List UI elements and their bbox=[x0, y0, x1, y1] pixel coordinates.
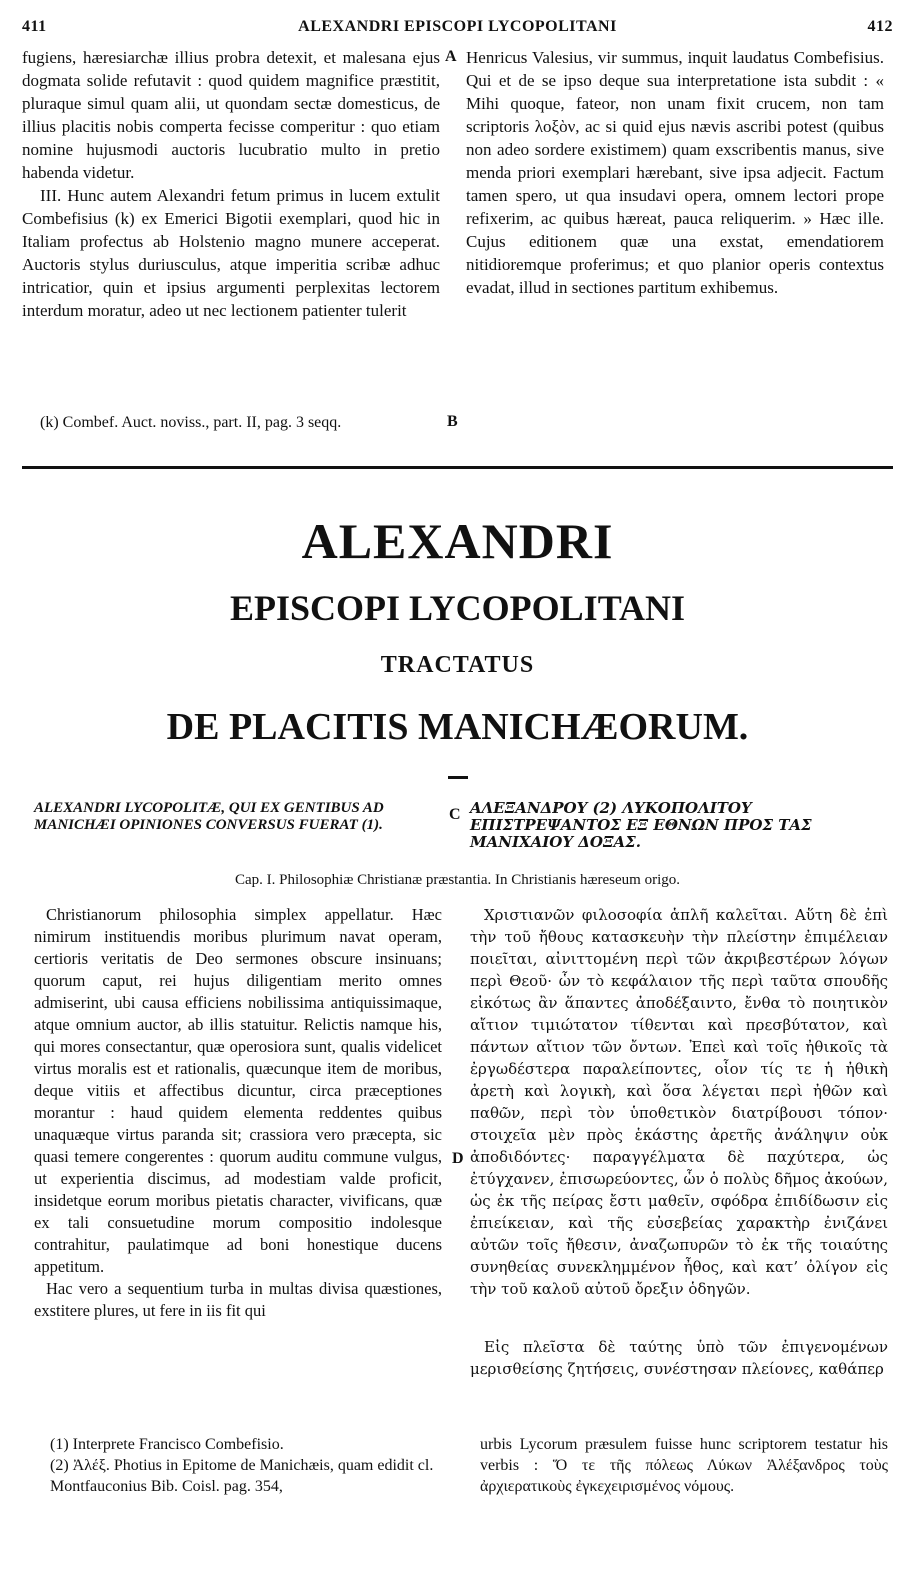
margin-marker-b: B bbox=[447, 413, 458, 430]
top-left-paragraph: fugiens, hæresiarchæ illius probra detexit, et malesana ejus dogmata solide refutavit : quod quidem magnifice præstitit, pluraque simul quam alii, ut quondam sectæ domesticus, de illius placitis nobis comperta fecisse comperitur : quo etiam nomine hujusmodi auctoris lucubratio multo in pretio habenda videtur. bbox=[22, 48, 440, 182]
right-footnote: urbis Lycorum præsulem fuisse hunc scriptorem testatur his verbis : Ὅ τε τῆς πόλεως Λύκων Ἀλέξανδρος τοὺς ἀρχιερατικοὺς ἐγκεχειρισμένος νόμους. bbox=[480, 1436, 888, 1495]
left-footnotes bbox=[50, 1434, 445, 1497]
page-number-right: 412 bbox=[867, 18, 893, 35]
greek-body-paragraph: Χριστιανῶν φιλοσοφία ἁπλῆ καλεῖται. Αὕτη δὲ ἐπὶ τὴν τοῦ ἤθους κατασκευὴν τὴν πλείστην ἐπιμέλειαν ποιεῖται, αἰνιττομένη περὶ τῶν ἀκριβεστέρων λόγων περὶ Θεοῦ· ὧν τὸ κεφάλαιον τῆς περὶ ταῦτα σπουδῆς εἰκότως ἂν ἅπαντες ἀποδέξαιντο, ἔνθα τὸ ποιητικὸν αἴτιον τιμιώτατον τίθενται καὶ πρεσβύτατον, καὶ πάντων αἴτιον τῶν ὄντων. Ἐπεὶ καὶ τοῖς ἠθικοῖς τὰ ἐργωδέστερα παραλείποντες, οἷον τίς τε ἡ ἠθικὴ ἀρετὴ καὶ λογικὴ, καὶ ὅσα λέγεται περὶ ἠθῶν καὶ παθῶν, περὶ τὸν ὑποθετικὸν διατρίβουσι τόπον· στοιχεῖα μὲν πρὸς ἑκάστης ἀρετῆς ἀνάληψιν οὐκ ἀποδιδόντες· παραγγέλματα δὲ παχύτερα, ὡς ἐτύγχανεν, ἐπισωρεύοντες, ὧν ὁ πολὺς δῆμος ἀκούων, ὡς ἐκ τῆς πείρας ἔστι μαθεῖν, σφόδρα ἐπιδίδωσιν εἰς ἐπιείκειαν, καὶ τῆς εὐσεβείας χαρακτὴρ ἐνιζάνει αὐτῶν τοῖς ἤθεσιν, ἀναζωπυρῶν τὸ ἐκ τῆς τοιαύτης συνηθείας συνεκλημμένον ἦθος, καὶ κατ’ ὀλίγον εἰς τὴν τοῦ καλοῦ αὐτοῦ ὄρεξιν ὁδηγῶν. bbox=[470, 906, 888, 1298]
margin-marker-c: C bbox=[449, 806, 461, 823]
title-de-placitis: DE PLACITIS MANICHÆORUM. bbox=[166, 706, 749, 748]
running-title: ALEXANDRI EPISCOPI LYCOPOLITANI bbox=[298, 18, 617, 35]
title-episcopi: EPISCOPI LYCOPOLITANI bbox=[229, 588, 686, 628]
title-dash bbox=[448, 776, 468, 779]
top-right-paragraph: Henricus Valesius, vir summus, inquit laudatus Combefisius. Qui et de se ipso deque sua interpretatione ista subdit : « Mihi quoque, fateor, non unam fixit crucem, non tam scriptoris λοξὸν, ac si quid ejus nævis ascribi potest (quibus non adeo sordere existimem) quam exscribentis manus, sive menda priori exemplari hærebant, sive ipsa adjecit. Factum tamen spero, ut qua insudavi opera, omnem lectori prope refixerim, ac quibus hæreat, pauca reliquerim. » Hæc ille. Cujus editionem quæ una exstat, emendatiorem nitidioremque proferimus; et quo planior operis contextus evadat, illud in sectiones partitum exhibemus. bbox=[466, 48, 884, 297]
margin-marker-d: D bbox=[452, 1150, 464, 1167]
greek-body-column bbox=[470, 904, 888, 1380]
latin-subtitle: ALEXANDRI LYCOPOLITÆ, QUI EX GENTIBUS AD MANICHÆI OPINIONES CONVERSUS FUERAT (1). bbox=[34, 800, 384, 833]
footnote-1: (1) Interprete Francisco Combefisio. bbox=[50, 1436, 284, 1453]
top-footnote: (k) Combef. Auct. noviss., part. II, pag. 3 seqq. bbox=[40, 414, 342, 431]
page-number-left: 411 bbox=[22, 18, 47, 35]
title-tractatus: TRACTATUS bbox=[380, 652, 535, 678]
top-left-paragraph: III. Hunc autem Alexandri fetum primus in lucem extulit Combefisius (k) ex Emerici Bigotii exemplari, quod hic in Italiam profectus ab Holstenio magno munere acceperat. Auctoris stylus duriusculus, atque imperitia scribæ adhuc intricatior, quin et ipsius argumenti perplexitas lectorem interdum moratur, adeo ut nec lectionem patienter tulerit bbox=[22, 186, 440, 320]
latin-body-column bbox=[34, 904, 442, 1322]
margin-marker-a: A bbox=[445, 48, 457, 65]
top-right-column bbox=[466, 46, 884, 299]
greek-body-paragraph: Εἰς πλεῖστα δὲ ταύτης ὑπὸ τῶν ἐπιγενομένων μερισθείσης ζητήσεις, συνέστησαν πλείονες, καθάπερ bbox=[470, 1338, 888, 1378]
latin-body-paragraph: Christianorum philosophia simplex appellatur. Hæc nimirum instituendis moribus plurimum navat operam, certioris veritatis de Deo sermones obscure insinuans; quorum caput, rei hujus diligentiam merito omnes admiserint, ubi causa efficiens nobilissima antiquissimaque, atque omnium auctor, ab illis statuitur. Relictis namque his, qui mores consectantur, quæ operosiora sunt, qualis videlicet virtus moralis est et rationalis, quæcunque item de moribus, deque vitiis et affectibus dicuntur, circa præceptiones morantur : haud quidem elementa reddentes quibus unaquæque virtus paranda sit; crassiora vero præcepta, sic quasi temere congerentes : quorum auditu commune vulgus, ut experientia discimus, ad modestiam valde proficit, insidetque eorum moribus pietatis character, vivificans, quæ ex tali consuetudine morum compositio indolesque contrahitur, paulatimque ad boni honestique ducens appetitum. bbox=[34, 905, 442, 1276]
section-divider bbox=[22, 466, 893, 469]
title-alexandri: ALEXANDRI bbox=[301, 513, 614, 569]
chapter-heading: Cap. I. Philosophiæ Christianæ præstantia. In Christianis hæreseum origo. bbox=[235, 872, 680, 888]
latin-body-paragraph: Hac vero a sequentium turba in multas divisa quæstiones, exstitere plures, ut fere in iis fit qui bbox=[34, 1279, 442, 1320]
footnote-2: (2) Ἀλέξ. Photius in Epitome de Manichæis, quam edidit cl. Montfauconius Bib. Coisl. pag. 354, bbox=[50, 1457, 434, 1495]
greek-subtitle: ΑΛΕΞΑΝΔΡΟΥ (2) ΛΥΚΟΠΟΛΙΤΟΥ ΕΠΙΣΤΡΕΨΑΝΤΟΣ ΕΞ ΕΘΝΩΝ ΠΡΟΣ ΤΑΣ ΜΑΝΙΧΑΙΟΥ ΔΟΞΑΣ. bbox=[470, 799, 812, 851]
top-left-column bbox=[22, 46, 440, 322]
